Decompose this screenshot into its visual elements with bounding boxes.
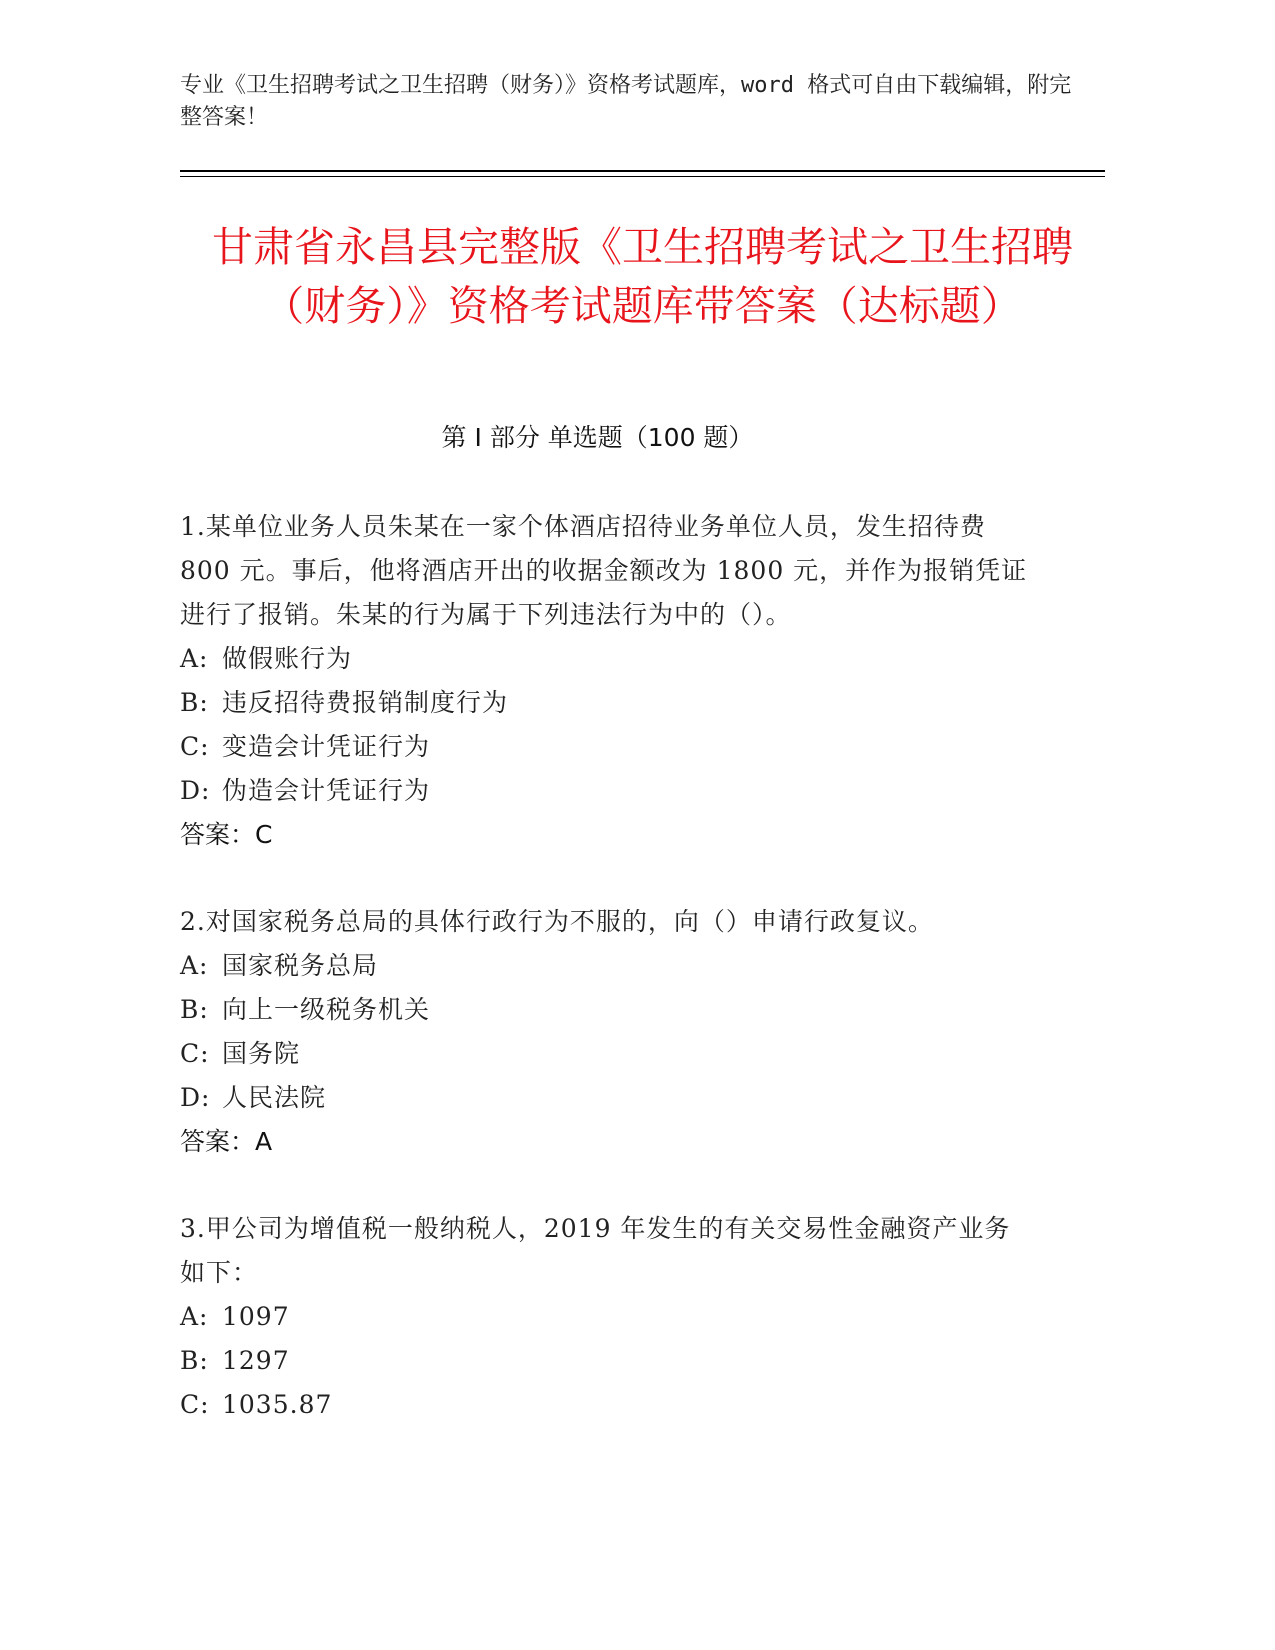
- option-text: 1035.87: [222, 1390, 333, 1419]
- option-text: 国家税务总局: [222, 951, 379, 980]
- option-text: 国务院: [222, 1039, 301, 1068]
- question-stem: 3.甲公司为增值税一般纳税人，2019 年发生的有关交易性金融资产业务如下：: [180, 1214, 1011, 1287]
- option-b: [180, 1339, 1030, 1383]
- question-3: [180, 1207, 1030, 1427]
- question-list: [180, 505, 1030, 1470]
- option-letter: A:: [180, 951, 209, 980]
- option-text: 变造会计凭证行为: [222, 732, 431, 761]
- option-text: 1297: [222, 1346, 290, 1375]
- option-letter: B:: [180, 995, 209, 1024]
- option-letter: C:: [180, 1039, 210, 1068]
- option-text: 违反招待费报销制度行为: [222, 688, 509, 717]
- option-a: [180, 1295, 1030, 1339]
- option-d: [180, 769, 1030, 813]
- option-letter: C:: [180, 732, 210, 761]
- answer: 答案：C: [180, 820, 273, 849]
- header-note: 专业《卫生招聘考试之卫生招聘（财务）》资格考试题库，word 格式可自由下载编辑，附完整答案！: [180, 73, 1072, 130]
- option-c: [180, 1383, 1030, 1427]
- option-letter: B:: [180, 1346, 209, 1375]
- question-2: [180, 900, 1030, 1164]
- option-b: [180, 681, 1030, 725]
- document-title: 甘肃省永昌县完整版《卫生招聘考试之卫生招聘（财务）》资格考试题库带答案（达标题）: [212, 223, 1073, 330]
- section-heading: 第 I 部分 单选题（100 题）: [441, 423, 754, 452]
- option-a: [180, 944, 1030, 988]
- option-letter: C:: [180, 1390, 210, 1419]
- header-divider-thick: [180, 170, 1105, 172]
- option-text: 向上一级税务机关: [222, 995, 431, 1024]
- question-stem: 1.某单位业务人员朱某在一家个体酒店招待业务单位人员，发生招待费 800 元。事后，他将酒店开出的收据金额改为 1800 元，并作为报销凭证进行了报销。朱某的行为属于下列违法行为中的（）。: [180, 512, 1028, 629]
- option-letter: D:: [180, 776, 211, 805]
- option-letter: A:: [180, 1302, 209, 1331]
- question-1: [180, 505, 1030, 857]
- option-d: [180, 1076, 1030, 1120]
- option-c: [180, 725, 1030, 769]
- option-text: 伪造会计凭证行为: [222, 776, 431, 805]
- option-letter: B:: [180, 688, 209, 717]
- header-divider-thin: [180, 176, 1105, 177]
- option-text: 做假账行为: [222, 644, 353, 673]
- option-letter: A:: [180, 644, 209, 673]
- option-c: [180, 1032, 1030, 1076]
- option-letter: D:: [180, 1083, 211, 1112]
- option-text: 人民法院: [222, 1083, 327, 1112]
- option-b: [180, 988, 1030, 1032]
- answer: 答案：A: [180, 1127, 273, 1156]
- option-a: [180, 637, 1030, 681]
- question-stem: 2.对国家税务总局的具体行政行为不服的，向（）申请行政复议。: [180, 907, 934, 936]
- option-text: 1097: [222, 1302, 290, 1331]
